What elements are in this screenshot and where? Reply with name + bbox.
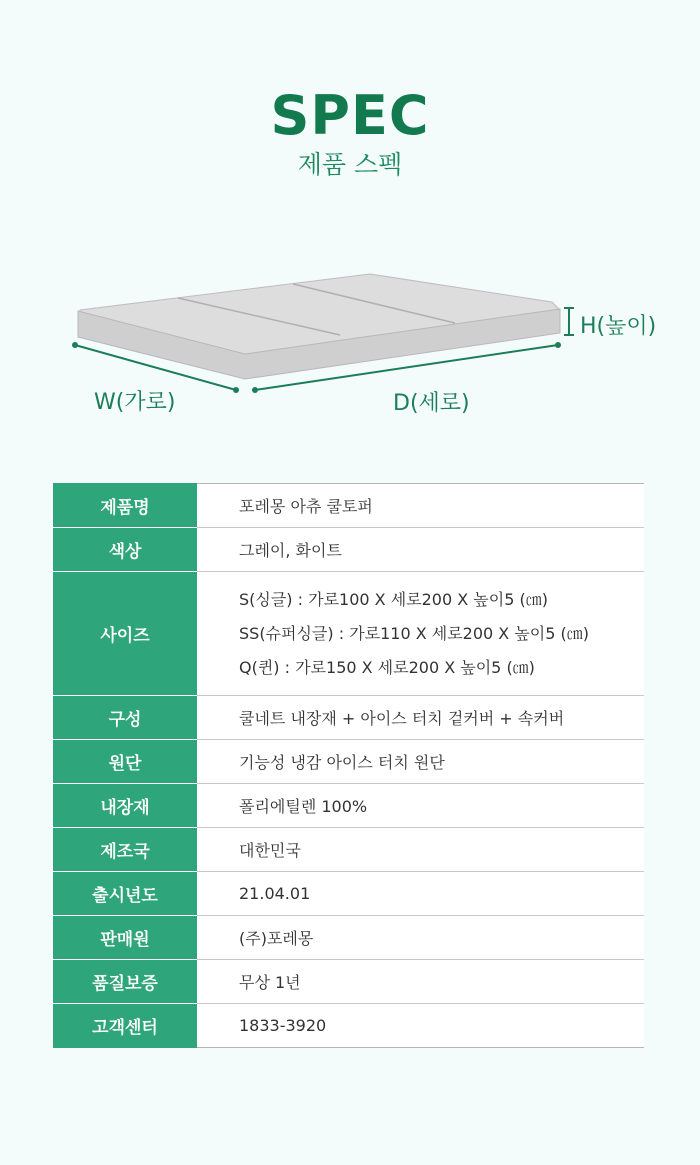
row-value: 대한민국 <box>197 828 644 872</box>
row-label: 사이즈 <box>53 572 197 696</box>
row-value: 무상 1년 <box>197 960 644 1004</box>
row-label: 원단 <box>53 740 197 784</box>
table-row <box>53 872 644 916</box>
table-row <box>53 1004 644 1048</box>
row-label: 색상 <box>53 528 197 572</box>
row-value: 1833-3920 <box>197 1004 644 1048</box>
size-super-single: SS(슈퍼싱글) : 가로110 X 세로200 X 높이5 (㎝) <box>239 623 590 643</box>
depth-label: D(세로) <box>393 391 470 416</box>
row-value: 포레몽 아츄 쿨토퍼 <box>197 484 644 528</box>
height-label: H(높이) <box>580 314 657 339</box>
width-label: W(가로) <box>94 390 176 415</box>
row-value: 쿨네트 내장재 + 아이스 터치 겉커버 + 속커버 <box>197 696 644 740</box>
size-single: S(싱글) : 가로100 X 세로200 X 높이5 (㎝) <box>239 589 548 609</box>
size-queen: Q(퀸) : 가로150 X 세로200 X 높이5 (㎝) <box>239 657 535 677</box>
row-label: 출시년도 <box>53 872 197 916</box>
table-row <box>53 960 644 1004</box>
row-value: (주)포레몽 <box>197 916 644 960</box>
spec-table <box>53 483 644 1048</box>
row-value: 그레이, 화이트 <box>197 528 644 572</box>
row-label: 고객센터 <box>53 1004 197 1048</box>
row-label: 판매원 <box>53 916 197 960</box>
row-value <box>197 572 644 696</box>
table-row <box>53 916 644 960</box>
row-value: 폴리에틸렌 100% <box>197 784 644 828</box>
mattress-diagram <box>0 255 700 435</box>
table-row <box>53 784 644 828</box>
row-value: 기능성 냉감 아이스 터치 원단 <box>197 740 644 784</box>
table-row <box>53 740 644 784</box>
page-subtitle: 제품 스펙 <box>297 150 403 179</box>
page-title: SPEC <box>270 84 430 147</box>
row-label: 제조국 <box>53 828 197 872</box>
row-label: 제품명 <box>53 484 197 528</box>
table-row <box>53 828 644 872</box>
row-value: 21.04.01 <box>197 872 644 916</box>
table-row <box>53 572 644 696</box>
row-label: 품질보증 <box>53 960 197 1004</box>
row-label: 구성 <box>53 696 197 740</box>
spec-header <box>0 84 700 180</box>
table-row <box>53 484 644 528</box>
table-row <box>53 696 644 740</box>
row-label: 내장재 <box>53 784 197 828</box>
table-row <box>53 528 644 572</box>
